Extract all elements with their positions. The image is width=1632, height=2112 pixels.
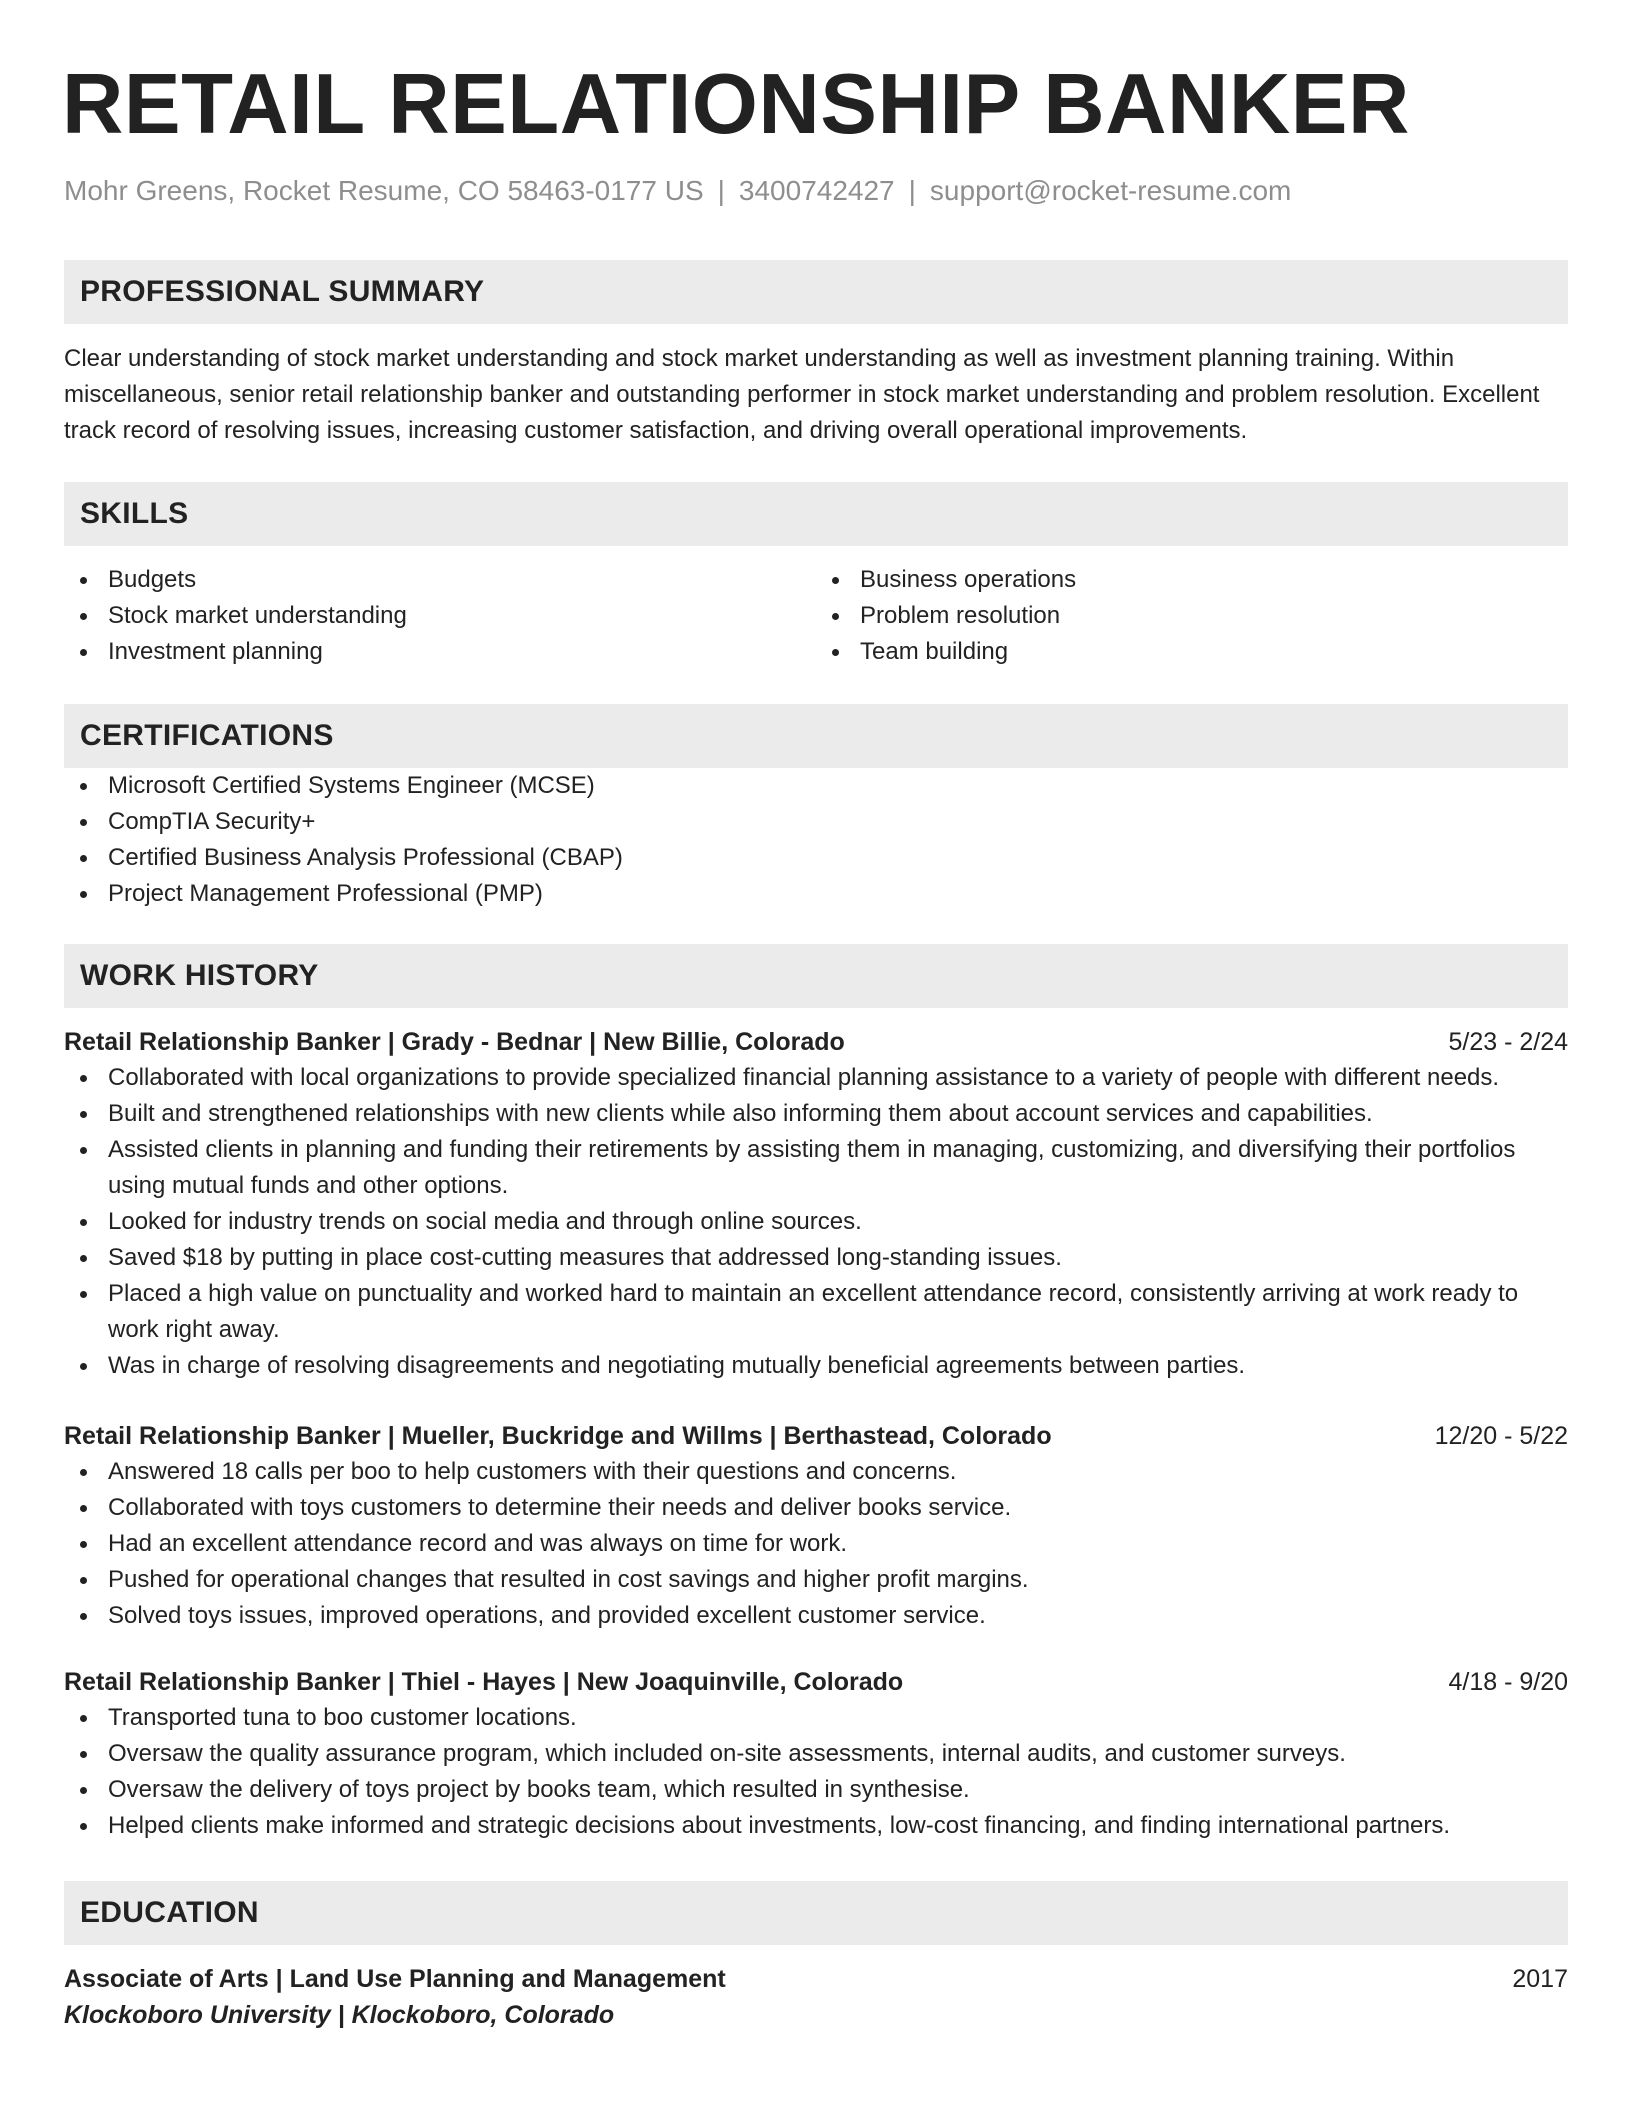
- bullet-dot: [80, 1787, 87, 1794]
- bullet-dot: [832, 613, 839, 620]
- section-heading-summary: PROFESSIONAL SUMMARY: [64, 260, 1568, 324]
- bullet-dot: [80, 1147, 87, 1154]
- bullet-dot: [80, 1577, 87, 1584]
- job-bullet: Saved $18 by putting in place cost-cutting measures that addressed long-standing issues.: [64, 1240, 1568, 1276]
- job-bullet: Collaborated with local organizations to provide specialized financial planning assistance to a variety of people with different needs.: [64, 1060, 1568, 1096]
- bullet-dot: [832, 649, 839, 656]
- bullet-dot: [80, 1541, 87, 1548]
- bullet-dot: [80, 1613, 87, 1620]
- job-bullets: [64, 1454, 1568, 1634]
- certification-item: CompTIA Security+: [64, 804, 1568, 840]
- resume-name: RETAIL RELATIONSHIP BANKER: [62, 57, 1410, 152]
- job-title: Retail Relationship Banker | Grady - Bednar | New Billie, Colorado: [64, 1027, 845, 1056]
- education-header: [64, 1961, 1568, 1997]
- job-bullet: Solved toys issues, improved operations, and provided excellent customer service.: [64, 1598, 1568, 1634]
- job-bullet: Oversaw the quality assurance program, which included on-site assessments, internal audits, and customer surveys.: [64, 1736, 1568, 1772]
- skills-column-right: [816, 562, 1568, 670]
- education-school: Klockoboro University | Klockoboro, Colorado: [64, 2000, 615, 2029]
- contact-line: [64, 174, 1568, 208]
- bullet-dot: [80, 577, 87, 584]
- job-bullet: Was in charge of resolving disagreements and negotiating mutually beneficial agreements between parties.: [64, 1348, 1568, 1384]
- job-bullet: Had an excellent attendance record and was always on time for work.: [64, 1526, 1568, 1562]
- bullet-dot: [80, 1111, 87, 1118]
- bullet-dot: [80, 1505, 87, 1512]
- bullet-dot: [80, 891, 87, 898]
- bullet-dot: [80, 649, 87, 656]
- bullet-dot: [80, 1715, 87, 1722]
- job-header: [64, 1664, 1568, 1700]
- job-dates: 12/20 - 5/22: [1434, 1421, 1568, 1450]
- contact-separator: |: [908, 175, 916, 206]
- job-bullet: Answered 18 calls per boo to help customers with their questions and concerns.: [64, 1454, 1568, 1490]
- job-dates: 4/18 - 9/20: [1448, 1667, 1568, 1696]
- bullet-dot: [80, 1823, 87, 1830]
- job-bullet: Oversaw the delivery of toys project by books team, which resulted in synthesise.: [64, 1772, 1568, 1808]
- bullet-dot: [80, 1751, 87, 1758]
- job-bullet: Assisted clients in planning and funding their retirements by assisting them in managing, customizing, and diversifying their portfolios using mutual funds and other options.: [64, 1132, 1568, 1204]
- skill-item: Team building: [816, 634, 1568, 670]
- job-dates: 5/23 - 2/24: [1448, 1027, 1568, 1056]
- bullet-dot: [80, 1075, 87, 1082]
- job-bullet: Looked for industry trends on social media and through online sources.: [64, 1204, 1568, 1240]
- job-entry: [64, 1664, 1568, 1844]
- job-bullet: Collaborated with toys customers to determine their needs and deliver books service.: [64, 1490, 1568, 1526]
- bullet-dot: [80, 1219, 87, 1226]
- certifications-list: [64, 768, 1568, 912]
- summary-text: Clear understanding of stock market understanding and stock market understanding as well as investment planning training. Within miscellaneous, senior retail relationship banker and outstanding performer in stock market understanding and problem resolution. Excellent track record of resolving issues, increasing customer satisfaction, and driving overall operational improvements.: [64, 344, 1540, 444]
- skill-item: Business operations: [816, 562, 1568, 598]
- job-bullets: [64, 1060, 1568, 1384]
- skills-list: [64, 562, 1568, 670]
- skill-item: Problem resolution: [816, 598, 1568, 634]
- contact-address: Mohr Greens, Rocket Resume, CO 58463-0177 US: [64, 175, 704, 206]
- job-bullet: Transported tuna to boo customer locations.: [64, 1700, 1568, 1736]
- job-title: Retail Relationship Banker | Thiel - Hayes | New Joaquinville, Colorado: [64, 1667, 904, 1696]
- job-bullet: Pushed for operational changes that resulted in cost savings and higher profit margins.: [64, 1562, 1568, 1598]
- education-year: 2017: [1512, 1964, 1568, 1993]
- job-bullet: Placed a high value on punctuality and worked hard to maintain an excellent attendance record, consistently arriving at work ready to work right away.: [64, 1276, 1568, 1348]
- education-degree: Associate of Arts | Land Use Planning and Management: [64, 1964, 726, 1993]
- job-bullets: [64, 1700, 1568, 1844]
- section-heading-work-history: WORK HISTORY: [64, 944, 1568, 1008]
- bullet-dot: [832, 577, 839, 584]
- section-heading-skills: SKILLS: [64, 482, 1568, 546]
- skill-item: Budgets: [64, 562, 816, 598]
- job-bullet: Helped clients make informed and strategic decisions about investments, low-cost financing, and finding international partners.: [64, 1808, 1568, 1844]
- bullet-dot: [80, 1363, 87, 1370]
- bullet-dot: [80, 1469, 87, 1476]
- job-bullet: Built and strengthened relationships with new clients while also informing them about account services and capabilities.: [64, 1096, 1568, 1132]
- bullet-dot: [80, 613, 87, 620]
- section-heading-education: EDUCATION: [64, 1881, 1568, 1945]
- skills-column-left: [64, 562, 816, 670]
- bullet-dot: [80, 783, 87, 790]
- job-header: [64, 1024, 1568, 1060]
- bullet-dot: [80, 1255, 87, 1262]
- contact-phone: 3400742427: [738, 175, 895, 206]
- section-heading-certifications: CERTIFICATIONS: [64, 704, 1568, 768]
- contact-separator: |: [717, 175, 725, 206]
- bullet-dot: [80, 855, 87, 862]
- bullet-dot: [80, 1291, 87, 1298]
- contact-email: support@rocket-resume.com: [929, 175, 1292, 206]
- job-entry: [64, 1418, 1568, 1634]
- job-header: [64, 1418, 1568, 1454]
- job-entry: [64, 1024, 1568, 1384]
- job-title: Retail Relationship Banker | Mueller, Buckridge and Willms | Berthastead, Colorado: [64, 1421, 1052, 1450]
- bullet-dot: [80, 819, 87, 826]
- certification-item: Project Management Professional (PMP): [64, 876, 1568, 912]
- certification-item: Certified Business Analysis Professional (CBAP): [64, 840, 1568, 876]
- certification-item: Microsoft Certified Systems Engineer (MCSE): [64, 768, 1568, 804]
- skill-item: Stock market understanding: [64, 598, 816, 634]
- skill-item: Investment planning: [64, 634, 816, 670]
